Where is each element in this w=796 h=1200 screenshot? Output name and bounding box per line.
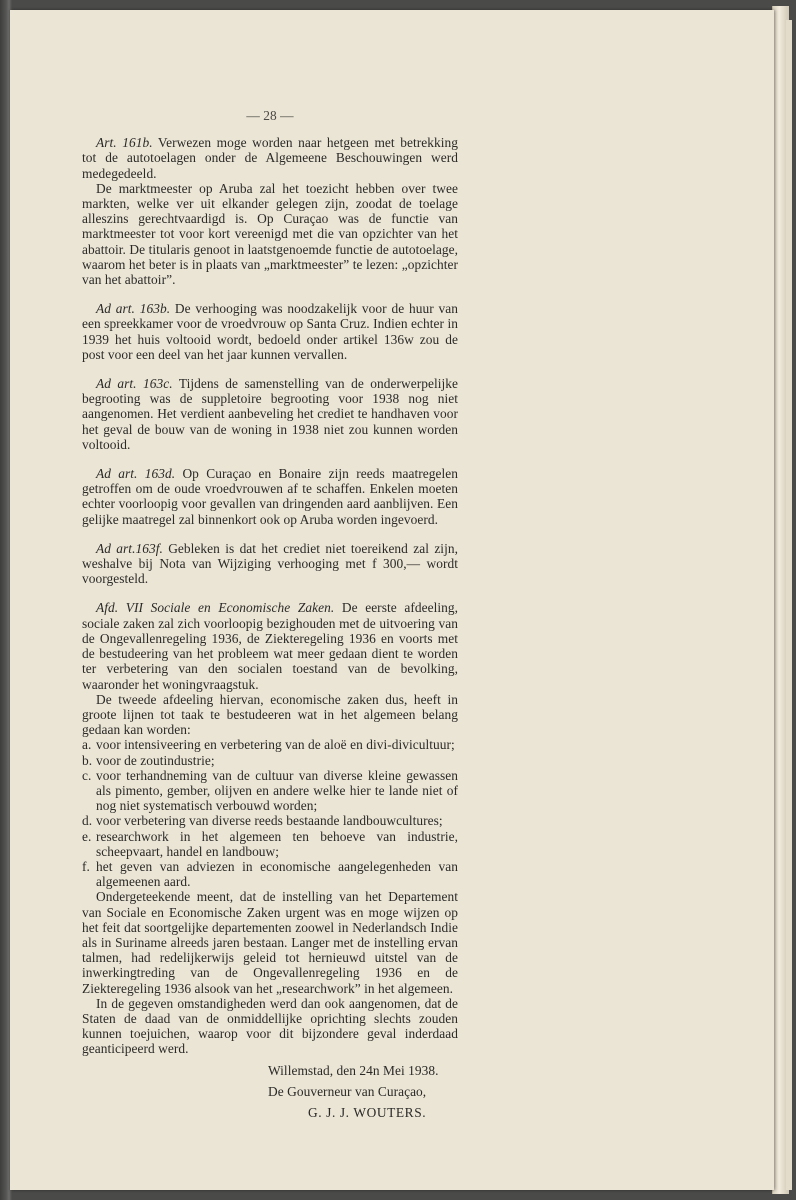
list-item: [82, 813, 458, 828]
list-item-text: voor terhandneming van de cultuur van diverse kleine gewassen als pimento, gember, olijven en andere welke hier te lande niet of nog niet systematisch verbouwd worden;: [96, 767, 458, 814]
paragraph-marktmeester: [82, 181, 458, 287]
paragraph-ondergeteekende: Ondergeteekende meent, dat de instelling van het Departement van Sociale en Economische Zaken urgent was en moge wijzen op het feit dat soortgelijke departementen zoowel in Nederlandsch Indie als in Suriname alreeds jaren bestaan. Langer met de instelling ervan talmen, had redelijkerwijs geleid tot hernieuwd uitstel van de inwerkingtreding van de Ongevallenregeling 1936 en de Ziekteregeling 1936 alsook van het „researchwork” in het algemeen.: [82, 889, 458, 996]
paragraph-art-163c: [82, 376, 458, 452]
paragraph-body: De marktmeester op Aruba zal het toezicht hebben over twee markten, welke ver uit elkander gelegen zijn, zoodat de toelage alleszins gerechtvaardigd is. Op Curaçao was de functie van marktmeester tot voor kort vereenigd met die van opzichter van het abattoir. De titularis genoot in laatstgenoemde functie de autotoelage, waarom het beter is in plaats van „marktmeester” te lezen: „opzichter van het abattoir”.: [82, 180, 458, 288]
list-item: [82, 768, 458, 814]
paragraph-tweede-afdeeling: [82, 692, 458, 738]
paragraph-body: Tijdens de samenstelling van de onderwerpelijke begrooting was de suppletoire begrooting voor 1938 nog niet aangenomen. Het verdient aanbeveling het crediet te handhaven voor het geval de bouw van de woning in 1938 niet zou kunnen worden voltooid.: [82, 376, 459, 452]
paragraph-art-163d: [82, 466, 458, 527]
page-text: [82, 108, 458, 1120]
list-item-text: voor intensiveering en verbetering van de aloë en divi-divicultuur;: [96, 737, 455, 753]
signature-place-date: Willemstad, den 24n Mei 1938.: [268, 1062, 439, 1078]
paragraph-label: Ad art. 163c.: [96, 376, 173, 392]
document-page: [10, 10, 774, 1190]
list-marker: a.: [82, 737, 92, 753]
list-marker: f.: [82, 858, 90, 874]
paragraph-body: Op Curaçao en Bonaire zijn reeds maatregelen getroffen om de oude vroedvrouwen af te schaffen. Enkelen moeten echter voorloopig voor gevallen van dringenden aard aanblijven. Een gelijke maatregel zal binnenkort ook op Aruba worden ingevoerd.: [82, 466, 458, 527]
list-item-text: het geven van adviezen in economische aangelegenheden van algemeenen aard.: [96, 858, 458, 890]
paragraph-art-163b: [82, 301, 458, 362]
list-marker: b.: [82, 752, 93, 768]
task-list: [82, 737, 458, 889]
paragraph-afd-vii: [82, 600, 458, 691]
paragraph-art-161b: [82, 135, 458, 181]
list-item: [82, 859, 458, 889]
list-marker: d.: [82, 813, 93, 829]
list-marker: e.: [82, 828, 92, 844]
paragraph-body: Verwezen moge worden naar hetgeen met betrekking tot de autotoelagen onder de Algemeene Beschouwingen werd medegedeeld.: [82, 135, 458, 181]
signature-name: G. J. J. WOUTERS.: [308, 1104, 427, 1120]
page-number: — 28 —: [246, 108, 294, 123]
paragraph-body: De tweede afdeeling hiervan, economische zaken dus, heeft in groote lijnen tot taak te bestudeeren wat in het algemeen belang gedaan kan worden:: [82, 691, 458, 738]
list-marker: c.: [82, 767, 92, 783]
page-edge-back: [786, 20, 792, 1190]
list-item-text: researchwork in het algemeen ten behoeve van industrie, scheepvaart, handel en landbouw;: [96, 828, 458, 859]
paragraph-art-163f: [82, 541, 458, 587]
paragraph-body: De verhooging was noodzakelijk voor de huur van een spreekkamer voor de vroedvrouw op Santa Cruz. Indien echter in 1939 het huis voltooid wordt, bedoeld onder artikel 136w zou de post voor een deel van het jaar kunnen vervallen.: [82, 301, 458, 362]
paragraph-label: Ad art. 163b.: [96, 301, 171, 317]
list-item: [82, 737, 458, 752]
paragraph-body: De eerste afdeeling, sociale zaken zal zich voorloopig bezighouden met de uitvoering van de Ongevallenregeling 1936, de Ziekteregeling 1936 en voorts met de bestudeering van het probleem wat meer gedaan dient te worden ter verbetering van den socialen toestand van de bevolking, waaronder het woningvraagstuk.: [82, 600, 458, 692]
signature-title: De Gouverneur van Curaçao,: [268, 1083, 427, 1099]
paragraph-omstandigheden: In de gegeven omstandigheden werd dan ook aangenomen, dat de Staten de daad van de onmiddellijke oprichting slechts zouden kunnen toejuichen, waarop voor dit bijzondere geval inderdaad geanticipeerd werd.: [82, 995, 458, 1057]
list-item-text: voor verbetering van diverse reeds bestaande landbouwcultures;: [96, 813, 443, 829]
paragraph-label: Afd. VII Sociale en Economische Zaken.: [96, 600, 335, 616]
list-item: [82, 753, 458, 768]
paragraph-label: Ad art.163f.: [96, 540, 163, 556]
paragraph-body: Gebleken is dat het crediet niet toereikend zal zijn, weshalve bij Nota van Wijziging verhooging met f 300,— wordt voorgesteld.: [82, 540, 458, 587]
list-item: [82, 829, 458, 859]
list-item-text: voor de zoutindustrie;: [96, 752, 215, 768]
paragraph-label: Art. 161b.: [96, 135, 153, 151]
paragraph-label: Ad art. 163d.: [96, 466, 176, 482]
